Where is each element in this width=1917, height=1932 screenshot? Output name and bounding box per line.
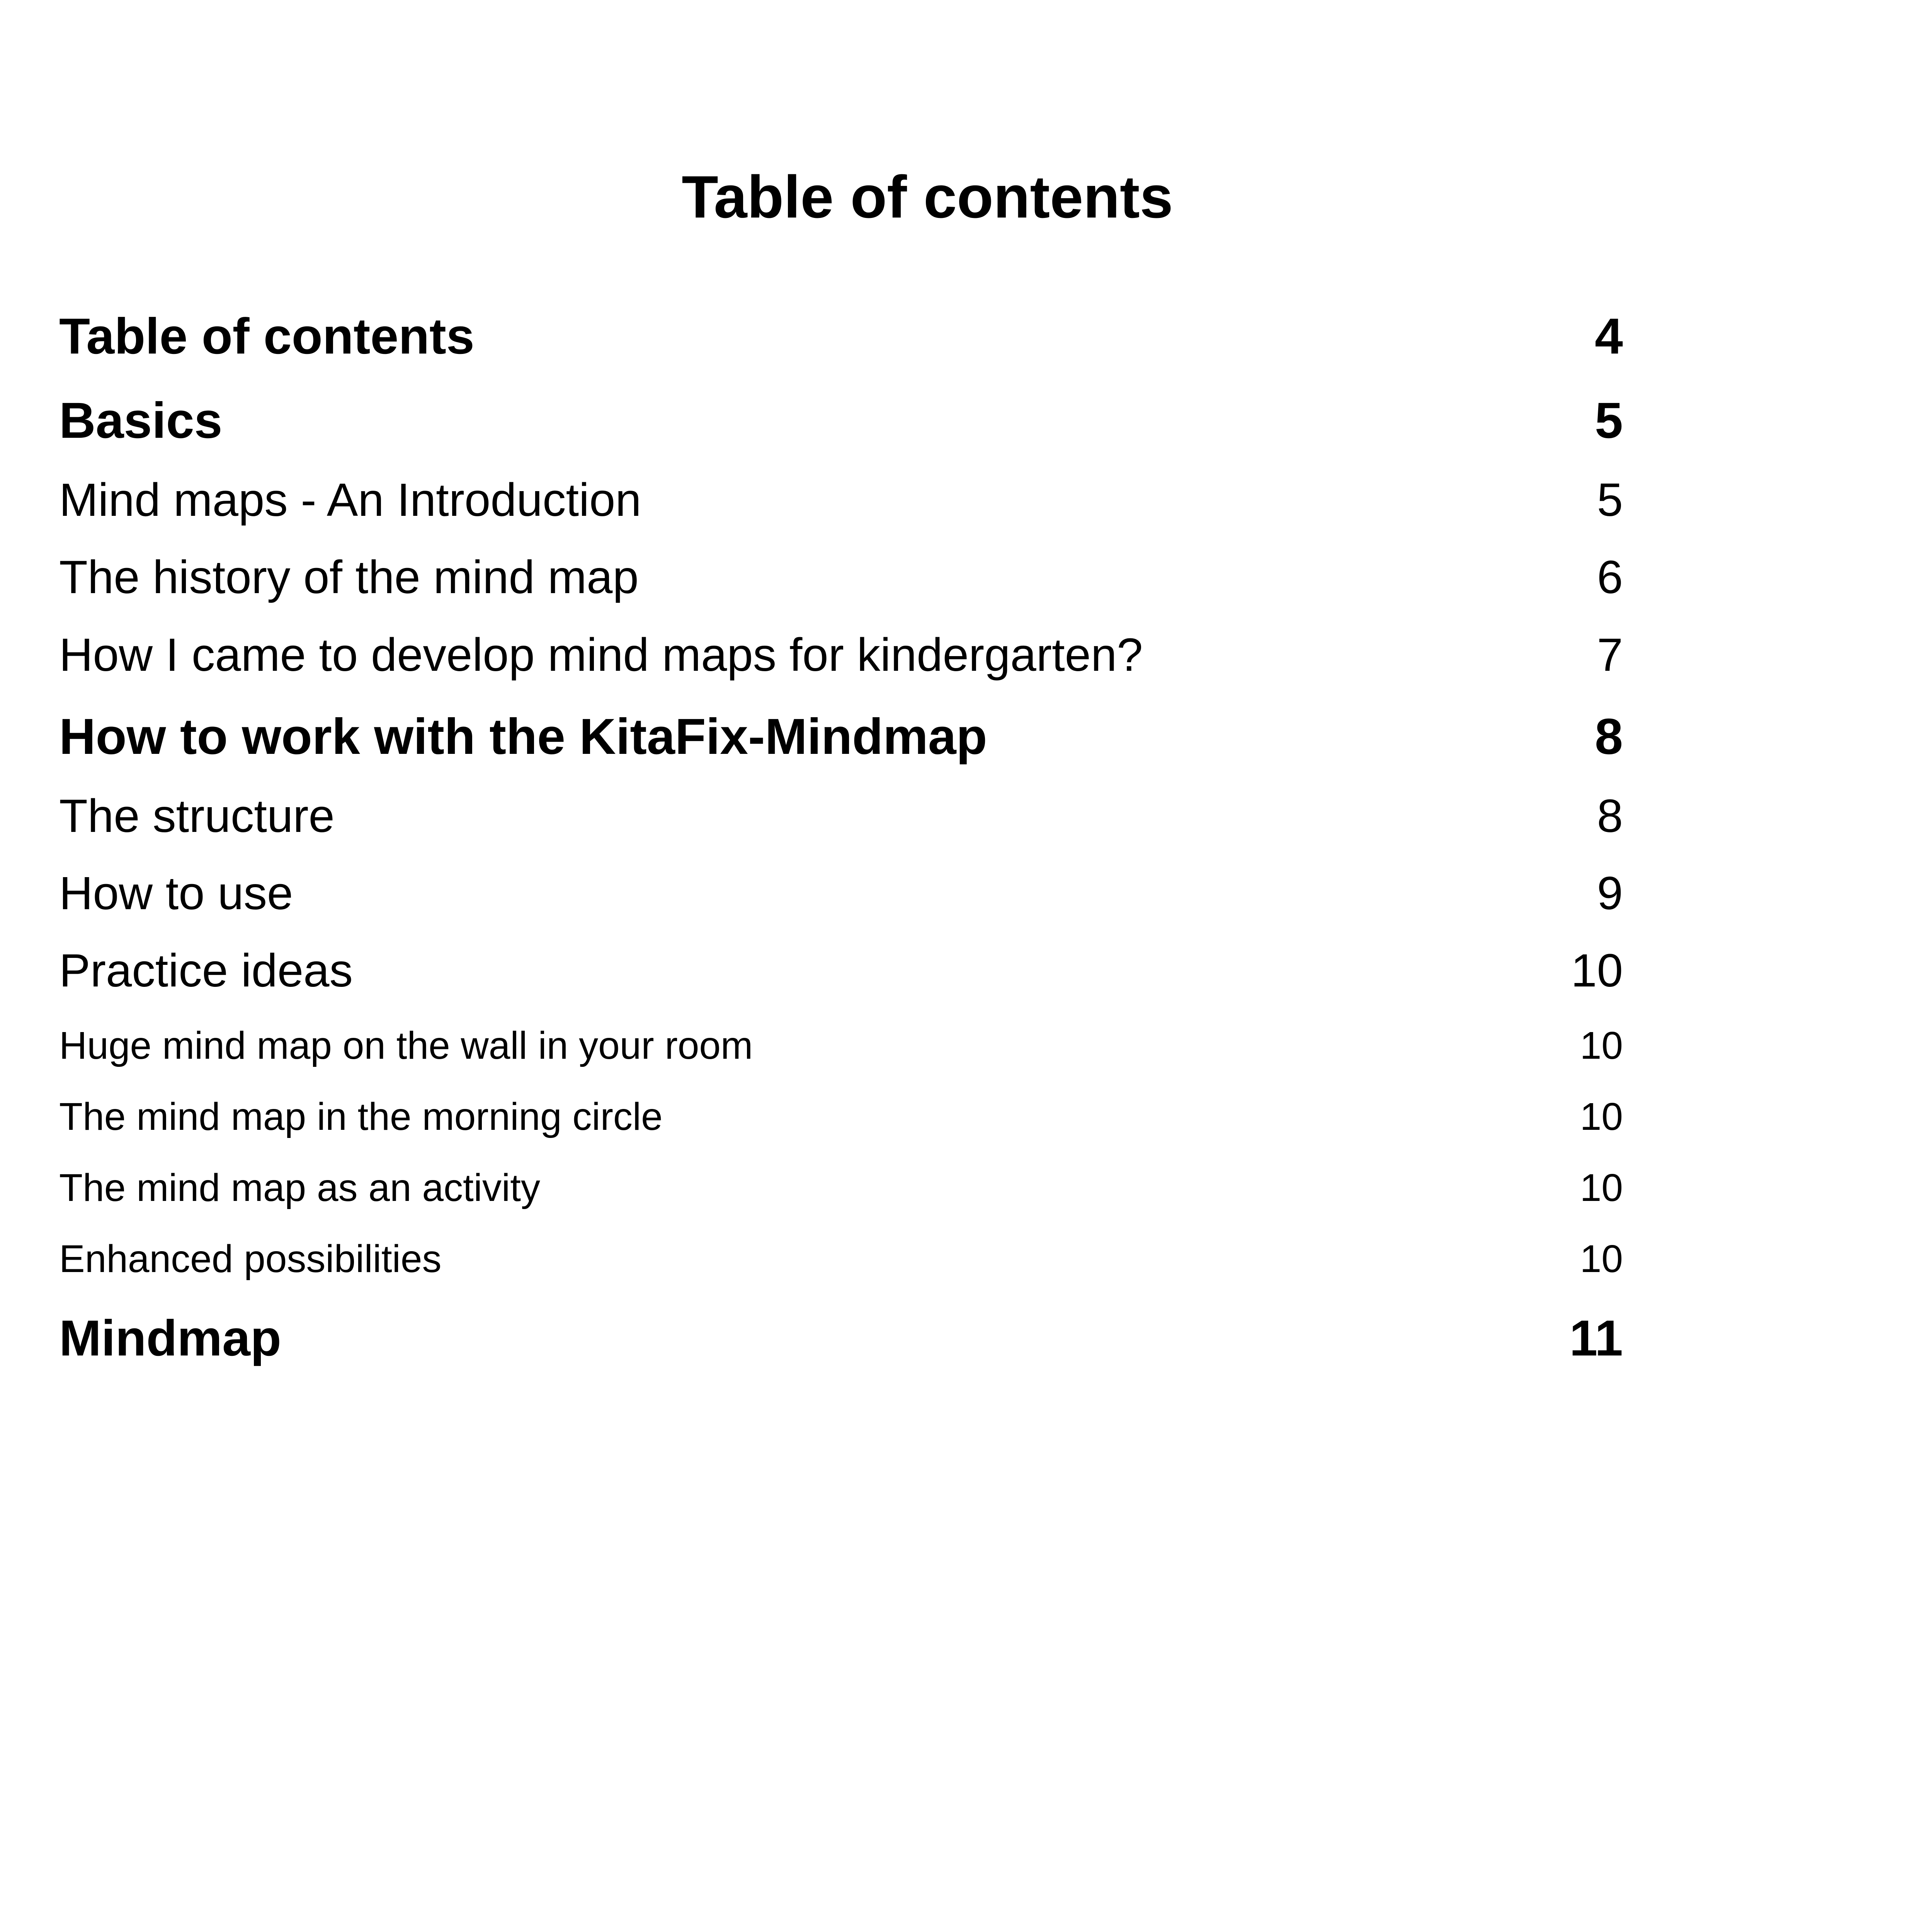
toc-entry-mind-map-activity[interactable] <box>59 1163 1623 1213</box>
toc-entry-page-number: 4 <box>1595 308 1623 364</box>
toc-entry-page-number: 9 <box>1597 867 1623 919</box>
toc-entry-label: Practice ideas <box>59 944 353 997</box>
toc-entry-page-number: 8 <box>1597 789 1623 842</box>
toc-entry-label: Mindmap <box>59 1310 281 1366</box>
toc-entry-label: The history of the mind map <box>59 551 639 603</box>
toc-entry-page-number: 5 <box>1595 392 1623 449</box>
toc-entry-huge-mind-map-wall[interactable] <box>59 1020 1623 1071</box>
toc-entry-how-i-came-to-develop[interactable] <box>59 624 1623 685</box>
toc-entry-page-number: 10 <box>1580 1237 1623 1281</box>
toc-entry-label: Basics <box>59 392 223 449</box>
toc-entry-table-of-contents[interactable] <box>59 303 1623 369</box>
toc-entry-label: The mind map as an activity <box>59 1166 540 1209</box>
toc-entry-mind-maps-introduction[interactable] <box>59 469 1623 531</box>
toc-entry-page-number: 10 <box>1580 1166 1623 1209</box>
toc-entry-label: Table of contents <box>59 308 475 364</box>
table-of-contents <box>59 0 1623 1430</box>
toc-entry-enhanced-possibilities[interactable] <box>59 1234 1623 1284</box>
toc-entry-label: Mind maps - An Introduction <box>59 473 641 526</box>
toc-entry-page-number: 7 <box>1597 628 1623 681</box>
toc-entry-page-number: 8 <box>1595 708 1623 765</box>
toc-entry-page-number: 5 <box>1597 473 1623 526</box>
toc-entry-the-structure[interactable] <box>59 785 1623 847</box>
page-title: Table of contents <box>682 163 1173 230</box>
toc-entry-basics[interactable] <box>59 388 1623 453</box>
toc-entry-morning-circle[interactable] <box>59 1092 1623 1142</box>
toc-entry-page-number: 6 <box>1597 551 1623 603</box>
toc-entry-page-number: 10 <box>1580 1024 1623 1067</box>
toc-entry-mindmap[interactable] <box>59 1305 1623 1371</box>
toc-entry-label: How to use <box>59 867 293 919</box>
toc-entry-label: Enhanced possibilities <box>59 1237 442 1281</box>
toc-entry-history-of-mind-map[interactable] <box>59 546 1623 608</box>
toc-entry-how-to-work-with-kitafix[interactable] <box>59 704 1623 769</box>
toc-entry-label: How to work with the KitaFix-Mindmap <box>59 708 987 765</box>
toc-entry-page-number: 10 <box>1580 1095 1623 1138</box>
toc-entry-label: How I came to develop mind maps for kindergarten? <box>59 628 1143 681</box>
toc-entry-practice-ideas[interactable] <box>59 939 1623 1001</box>
toc-entry-page-number: 11 <box>1569 1310 1623 1366</box>
toc-entry-how-to-use[interactable] <box>59 862 1623 924</box>
toc-entry-page-number: 10 <box>1571 944 1623 997</box>
toc-entry-label: Huge mind map on the wall in your room <box>59 1024 753 1067</box>
toc-entry-label: The structure <box>59 789 335 842</box>
toc-entry-label: The mind map in the morning circle <box>59 1095 663 1138</box>
